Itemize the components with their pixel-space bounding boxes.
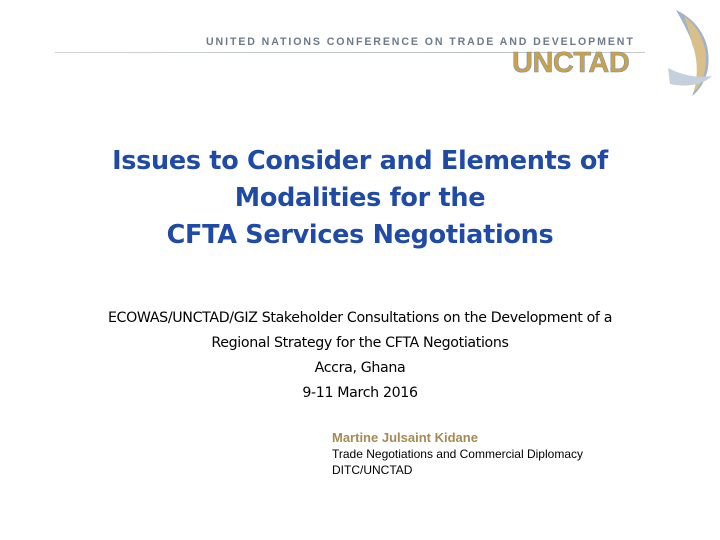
subtitle-line: ECOWAS/UNCTAD/GIZ Stakeholder Consultations on the Development of a xyxy=(107,310,613,326)
slide-title xyxy=(40,143,680,254)
title-line: CFTA Services Negotiations xyxy=(166,220,554,250)
presenter-position: Trade Negotiations and Commercial Diplomacy xyxy=(332,447,583,461)
slide-subtitle xyxy=(30,306,690,406)
presenter-block xyxy=(332,429,702,478)
subtitle-line: 9-11 March 2016 xyxy=(302,385,418,401)
presenter-division: DITC/UNCTAD xyxy=(332,463,413,477)
logo-wordmark: UNCTAD xyxy=(512,47,630,79)
subtitle-line: Regional Strategy for the CFTA Negotiations xyxy=(211,335,509,351)
presenter-name: Martine Julsaint Kidane xyxy=(332,430,478,445)
unctad-logo xyxy=(508,6,720,98)
subtitle-line: Accra, Ghana xyxy=(314,360,406,376)
title-line: Modalities for the xyxy=(234,183,486,213)
organization-name: UNITED NATIONS CONFERENCE ON TRADE AND DEVELOPMENT xyxy=(206,36,635,48)
title-line: Issues to Consider and Elements of xyxy=(112,146,608,176)
